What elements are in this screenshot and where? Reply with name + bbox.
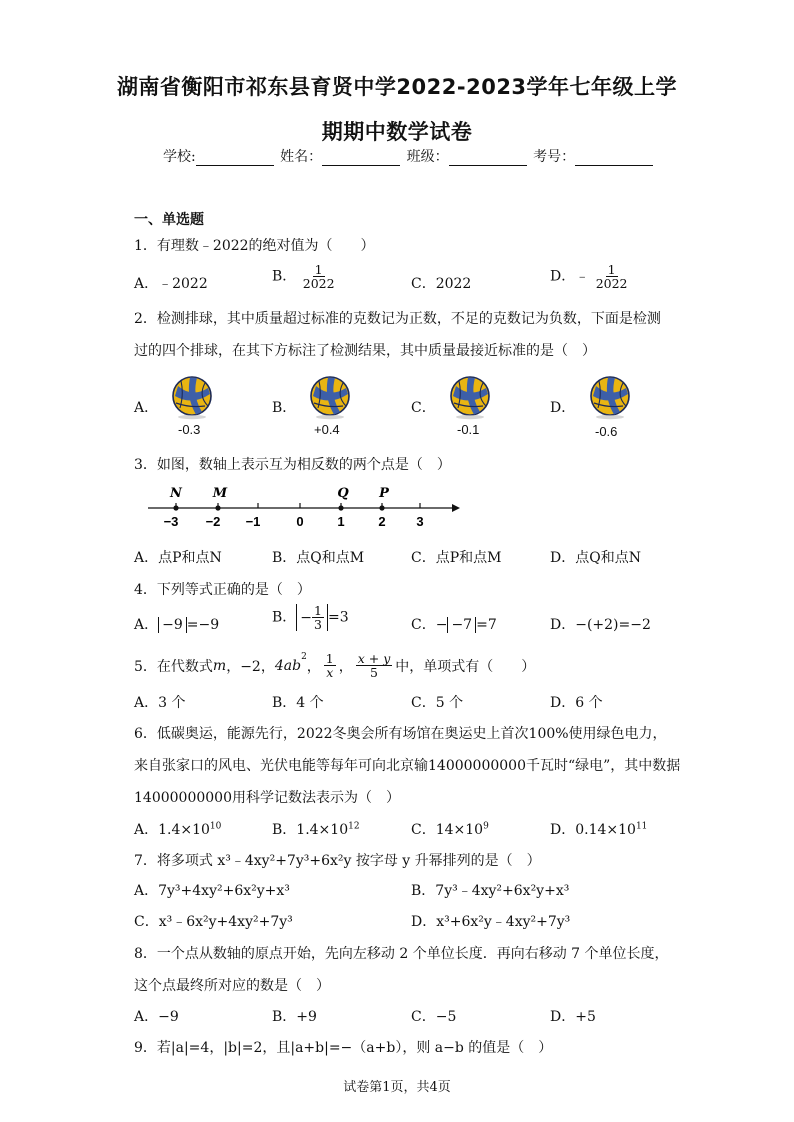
fraction: $\frac{1}{x}$ [325,651,334,681]
volleyball-icon [308,376,352,420]
q4-option-b[interactable] [272,604,349,631]
q7-option-b[interactable]: B．7y³﹣4xy²+6x²y+x³ [411,883,570,899]
q7-option-a[interactable]: A．7y³+4xy²+6x²y+x³ [134,883,290,899]
q8-option-a[interactable]: A．−9 [134,1009,179,1025]
fraction: $\frac{1}{2022}$ [595,262,628,292]
q6-stem-line3: 14000000000用科学记数法表示为（ ） [134,790,400,806]
q6-option-d[interactable]: D．$0.14\times 10^{11}$ [550,821,648,838]
point-m-dot [215,505,220,510]
tick-label: 1 [337,514,345,529]
q6-stem-line2: 来自张家口的风电、光伏电能等每年可向北京输14000000000千瓦时“绿电”，其中数据 [134,758,681,774]
point-p-dot [379,505,384,510]
q5-option-a[interactable]: A．3 个 [134,695,186,711]
q3-option-b[interactable]: B．点Q和点M [272,550,365,566]
q4-option-d[interactable]: D．−(+2)=−2 [550,617,651,633]
option-label: B． [272,609,297,626]
q6-option-b[interactable]: B．$1.4\times 10^{12}$ [272,821,360,838]
q1-option-c[interactable]: C．2022 [411,276,472,292]
point-label-n: N [170,486,182,501]
number-label: 考号： [533,149,576,165]
q7-stem: 7．将多项式 x³﹣4xy²+7y³+6x²y 按字母 y 升幂排列的是（ ） [134,853,541,869]
absolute-value: −7 [447,617,476,633]
class-label: 班级： [406,149,449,165]
number-line-diagram [140,482,460,530]
equation-rest: =−9 [186,617,220,633]
tick-label: −3 [163,514,179,529]
q6-option-c[interactable]: C．$14\times 10^9$ [411,821,489,838]
tick-label: −1 [245,514,261,529]
info-line [163,146,655,166]
fraction: $\frac{1}{2022}$ [302,262,335,292]
q7-option-d[interactable]: D．x³+6x²y﹣4xy²+7y³ [411,914,571,930]
q2-value-d: -0.6 [595,424,618,439]
option-label: C． [411,617,436,633]
option-label: D．﹣ [550,268,590,285]
school-blank[interactable] [196,151,274,166]
q2-value-c: -0.1 [457,422,480,437]
page-title-line1: 湖南省衡阳市祁东县育贤中学2022-2023学年七年级上学 [116,75,678,99]
q2-stem-line2: 过的四个排球，在其下方标注了检测结果，其中质量最接近标准的是（ ） [134,343,596,359]
q8-option-c[interactable]: C．−5 [411,1009,457,1025]
q2-value-b: +0.4 [314,422,340,437]
q5-option-b[interactable]: B．4 个 [272,695,324,711]
q5-option-d[interactable]: D．6 个 [550,695,603,711]
equation-rest: =7 [476,617,497,633]
absolute-value: −9 [158,617,187,633]
q5-option-c[interactable]: C．5 个 [411,695,464,711]
option-label: A． [134,617,159,633]
number-blank[interactable] [575,151,653,166]
q4-stem: 4．下列等式正确的是（ ） [134,582,311,598]
q2-option-c[interactable]: C． [411,400,436,416]
point-label-p: P [379,486,389,501]
name-blank[interactable] [322,151,400,166]
q8-option-b[interactable]: B．+9 [272,1009,317,1025]
equation-rest: =3 [327,609,349,626]
q2-option-d[interactable]: D． [550,400,576,416]
point-label-q: Q [337,486,349,501]
q1-option-d[interactable] [550,263,630,290]
q5-stem: 5．在代数式 m ，−2， 4ab $^2$ ， $\frac{1}{x}$ ， $\frac{x + y}{5}$ 中，单项式有（ ） [134,651,536,681]
q2-stem-line1: 2．检测排球，其中质量超过标准的克数记为正数，不足的克数记为负数，下面是检测 [134,311,661,327]
q3-option-d[interactable]: D．点Q和点N [550,550,641,566]
q4-option-a[interactable] [134,614,219,634]
q3-stem: 3．如图，数轴上表示互为相反数的两个点是（ ） [134,457,451,473]
fraction: $\frac{x + y}{5}$ [357,651,391,681]
q6-option-a[interactable]: A．$1.4\times 10^{10}$ [134,821,222,838]
page-title-line2: 期期中数学试卷 [321,120,473,144]
volleyball-icon [170,376,214,420]
option-label: B． [272,268,297,285]
tick-label: 2 [378,514,386,529]
q9-stem: 9．若|a|=4，|b|=2，且|a+b|=−（a+b），则 a−b 的值是（ ） [134,1040,553,1056]
point-label-m: M [212,486,228,501]
volleyball-icon [448,376,492,420]
arrow-icon [452,504,460,512]
tick-label: −2 [205,514,221,529]
tick-label: 3 [416,514,424,529]
q8-stem-line1: 8．一个点从数轴的原点开始，先向左移动 2 个单位长度．再向右移动 7 个单位长度， [134,946,669,962]
q1-stem: 1．有理数﹣2022的绝对值为（ ） [134,238,375,254]
q6-stem-line1: 6．低碳奥运，能源先行，2022冬奥会所有场馆在奥运史上首次100%使用绿色电力， [134,726,667,742]
page-footer: 试卷第1页，共4页 [343,1080,451,1095]
q8-stem-line2: 这个点最终所对应的数是（ ） [134,978,330,994]
name-label: 姓名： [280,149,323,165]
q2-option-b[interactable]: B． [272,400,297,416]
class-blank[interactable] [449,151,527,166]
q3-option-a[interactable]: A．点P和点N [134,550,222,566]
q1-option-a[interactable]: A．﹣2022 [134,276,208,292]
section-heading: 一、单选题 [134,212,204,228]
school-label: 学校: [163,149,196,165]
absolute-value: − $\frac{1}{3}$ [296,604,328,631]
q1-option-b[interactable] [272,263,337,290]
q3-option-c[interactable]: C．点P和点M [411,550,502,566]
point-q-dot [338,505,343,510]
point-n-dot [173,505,178,510]
q4-option-c[interactable]: C．− −7 =7 [411,617,497,633]
tick-label: 0 [296,514,304,529]
q2-value-a: -0.3 [178,422,201,437]
q8-option-d[interactable]: D．+5 [550,1009,596,1025]
q2-option-a[interactable]: A． [134,400,159,416]
volleyball-icon [588,376,632,420]
q7-option-c[interactable]: C．x³﹣6x²y+4xy²+7y³ [134,914,293,930]
